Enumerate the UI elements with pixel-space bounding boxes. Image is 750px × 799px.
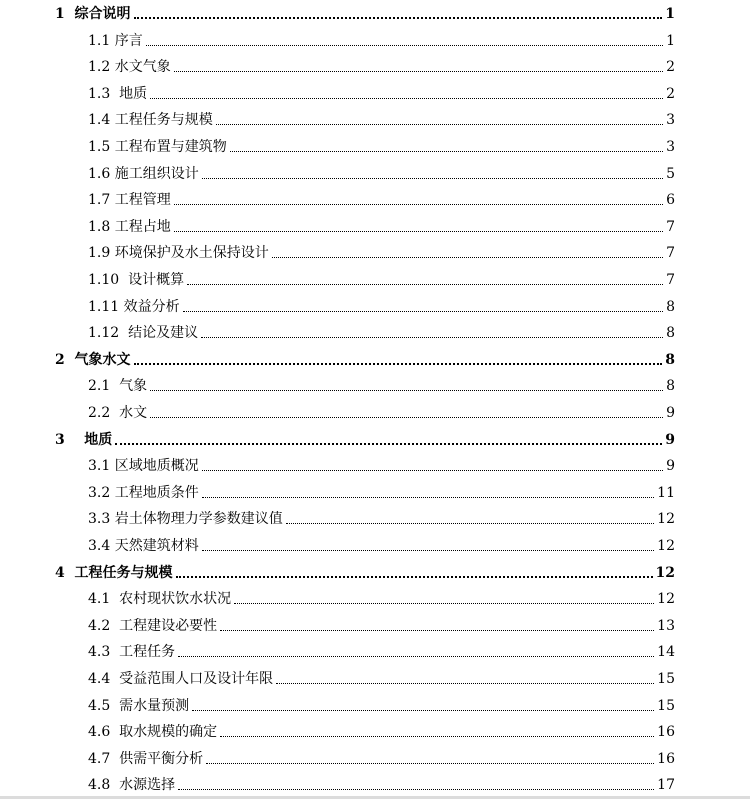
toc-section-entry[interactable]: [88, 481, 675, 501]
toc-entry-title: 2.1 气象: [88, 378, 148, 395]
toc-page-number: 13: [657, 617, 675, 634]
toc-entry-title: 1.7 工程管理: [88, 192, 171, 209]
toc-entry-title: 4.4 受益范围人口及设计年限: [88, 671, 274, 687]
dot-leader: [178, 789, 654, 790]
toc-section-entry[interactable]: [88, 295, 675, 315]
toc-page-number: 12: [655, 564, 675, 581]
toc-page-number: 1: [666, 32, 675, 49]
toc-section-entry[interactable]: [88, 29, 675, 49]
toc-entry-title: 1 综合说明: [55, 6, 131, 22]
toc-entry-title: 4.6 取水规模的确定: [88, 724, 218, 741]
toc-entry-title: 4.2 工程建设必要性: [88, 617, 218, 634]
toc-entry-title: 3.2 工程地质条件: [88, 484, 199, 501]
toc-section-entry[interactable]: [88, 614, 675, 634]
toc-entry-title: 1.6 施工组织设计: [88, 165, 199, 182]
dot-leader: [201, 337, 663, 338]
toc-page-number: 12: [657, 538, 675, 554]
toc-section-entry[interactable]: [88, 55, 675, 75]
toc-page-number: 7: [666, 245, 675, 262]
toc-section-entry[interactable]: [88, 667, 675, 687]
toc-page-number: 5: [666, 165, 675, 182]
toc-page-number: 9: [665, 431, 675, 448]
dot-leader: [202, 178, 663, 179]
dot-leader: [150, 417, 663, 418]
toc-page-number: 9: [666, 405, 675, 421]
toc-section-entry[interactable]: [88, 640, 675, 660]
dot-leader: [272, 257, 663, 258]
dot-leader: [174, 231, 663, 232]
toc-page-number: 9: [666, 458, 675, 475]
toc-entry-title: 2.2 水文: [88, 405, 148, 421]
toc-section-entry[interactable]: [88, 401, 675, 421]
dot-leader: [174, 71, 663, 72]
toc-entry-title: 1.2 水文气象: [88, 59, 171, 76]
toc-entry-title: 4 工程任务与规模: [55, 564, 173, 581]
dot-leader: [192, 710, 654, 711]
toc-page-number: 3: [666, 139, 675, 155]
toc-section-entry[interactable]: [88, 241, 675, 261]
toc-section-entry[interactable]: [88, 773, 675, 793]
dot-leader: [150, 390, 663, 391]
toc-entry-title: 4.5 需水量预测: [88, 697, 190, 714]
toc-entry-title: 4.3 工程任务: [88, 644, 176, 661]
toc-page-number: 3: [666, 112, 675, 129]
toc-entry-title: 3 地质: [55, 431, 113, 448]
toc-entry-title: 1.5 工程布置与建筑物: [88, 139, 227, 155]
dot-leader: [146, 45, 663, 46]
toc-entry-title: 4.8 水源选择: [88, 777, 176, 794]
toc-page-number: 15: [657, 671, 675, 687]
dot-leader: [276, 683, 654, 684]
dot-leader: [202, 470, 663, 471]
toc-chapter-entry[interactable]: [55, 561, 675, 581]
dot-leader: [220, 736, 654, 737]
toc-page-number: 11: [657, 484, 675, 501]
toc-entry-title: 1.10 设计概算: [88, 272, 185, 288]
dot-leader: [202, 550, 654, 551]
toc-entry-title: 1.3 地质: [88, 85, 148, 102]
toc-page-number: 15: [657, 697, 675, 714]
toc-entry-title: 1.11 效益分析: [88, 298, 180, 315]
dot-leader: [220, 630, 654, 631]
toc-chapter-entry[interactable]: [55, 428, 675, 448]
toc-entry-title: 3.3 岩土体物理力学参数建议值: [88, 511, 283, 528]
toc-page-number: 8: [666, 378, 675, 395]
dot-leader: [178, 656, 654, 657]
dot-leader: [115, 443, 662, 445]
toc-entry-title: 1.9 环境保护及水土保持设计: [88, 245, 269, 262]
toc-section-entry[interactable]: [88, 268, 675, 288]
dot-leader: [176, 576, 653, 578]
toc-section-entry[interactable]: [88, 747, 675, 767]
toc-section-entry[interactable]: [88, 374, 675, 394]
toc-page-number: 16: [657, 724, 675, 741]
toc-page-number: 12: [657, 511, 675, 528]
toc-page-number: 12: [657, 591, 675, 608]
dot-leader: [286, 523, 654, 524]
dot-leader: [183, 311, 663, 312]
dot-leader: [230, 151, 663, 152]
toc-page-number: 7: [666, 272, 675, 288]
toc-entry-title: 2 气象水文: [55, 351, 131, 368]
dot-leader: [150, 98, 663, 99]
toc-section-entry[interactable]: [88, 534, 675, 554]
toc-page-number: 1: [665, 6, 675, 22]
dot-leader: [202, 497, 654, 498]
toc-chapter-entry[interactable]: [55, 2, 675, 22]
dot-leader: [187, 284, 663, 285]
dot-leader: [234, 603, 654, 604]
toc-section-entry[interactable]: [88, 108, 675, 128]
toc-page-number: 7: [666, 218, 675, 235]
toc-entry-title: 4.1 农村现状饮水状况: [88, 591, 232, 608]
toc-entry-title: 3.4 天然建筑材料: [88, 538, 199, 554]
toc-entry-title: 1.4 工程任务与规模: [88, 112, 213, 129]
toc-section-entry[interactable]: [88, 162, 675, 182]
toc-page-number: 2: [666, 59, 675, 76]
dot-leader: [174, 204, 663, 205]
toc-entry-title: 1.12 结论及建议: [88, 325, 199, 342]
toc-section-entry[interactable]: [88, 587, 675, 607]
toc-page-number: 8: [666, 298, 675, 315]
toc-page-number: 14: [657, 644, 675, 661]
toc-entry-title: 1.8 工程占地: [88, 218, 171, 235]
toc-chapter-entry[interactable]: [55, 348, 675, 368]
toc-section-entry[interactable]: [88, 135, 675, 155]
toc-page-number: 8: [666, 325, 675, 342]
toc-section-entry[interactable]: [88, 454, 675, 474]
toc-section-entry[interactable]: [88, 188, 675, 208]
dot-leader: [216, 124, 663, 125]
toc-page-number: 2: [666, 85, 675, 102]
toc-section-entry[interactable]: [88, 694, 675, 714]
toc-page-number: 16: [657, 750, 675, 767]
toc-section-entry[interactable]: [88, 82, 675, 102]
toc-section-entry[interactable]: [88, 507, 675, 527]
toc-section-entry[interactable]: [88, 321, 675, 341]
toc-section-entry[interactable]: [88, 215, 675, 235]
toc-entry-title: 1.1 序言: [88, 32, 143, 49]
toc-page-number: 8: [665, 351, 675, 368]
toc-entry-title: 3.1 区域地质概况: [88, 458, 199, 475]
dot-leader: [134, 363, 663, 365]
toc-page-number: 17: [657, 777, 675, 794]
dot-leader: [206, 763, 654, 764]
dot-leader: [134, 17, 663, 19]
toc-section-entry[interactable]: [88, 720, 675, 740]
toc-page-number: 6: [666, 192, 675, 209]
toc-entry-title: 4.7 供需平衡分析: [88, 750, 204, 767]
